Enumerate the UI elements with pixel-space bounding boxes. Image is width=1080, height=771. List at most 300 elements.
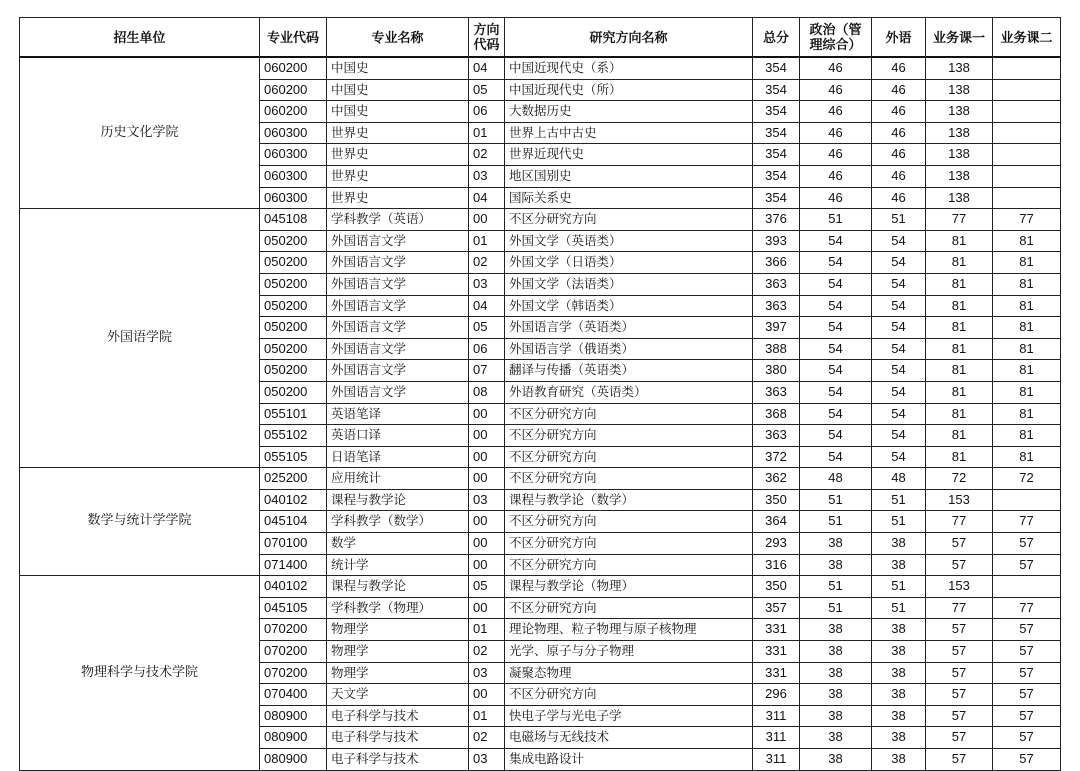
course2-score-cell: 81 bbox=[993, 252, 1061, 274]
dir-code-cell: 02 bbox=[469, 252, 505, 274]
course2-score-cell bbox=[993, 187, 1061, 209]
code-cell: 045108 bbox=[260, 209, 327, 231]
total-score-cell: 331 bbox=[753, 662, 800, 684]
major-name-cell: 统计学 bbox=[327, 554, 469, 576]
course1-score-cell: 138 bbox=[926, 187, 993, 209]
dir-code-cell: 04 bbox=[469, 187, 505, 209]
header-course1: 业务课一 bbox=[926, 18, 993, 58]
major-name-cell: 数学 bbox=[327, 533, 469, 555]
course1-score-cell: 81 bbox=[926, 295, 993, 317]
total-score-cell: 376 bbox=[753, 209, 800, 231]
politics-score-cell: 46 bbox=[800, 57, 872, 79]
course1-score-cell: 81 bbox=[926, 381, 993, 403]
politics-score-cell: 38 bbox=[800, 533, 872, 555]
foreign-language-score-cell: 54 bbox=[872, 295, 926, 317]
course2-score-cell: 57 bbox=[993, 727, 1061, 749]
foreign-language-score-cell: 48 bbox=[872, 468, 926, 490]
politics-score-cell: 54 bbox=[800, 273, 872, 295]
course1-score-cell: 57 bbox=[926, 705, 993, 727]
code-cell: 070100 bbox=[260, 533, 327, 555]
course2-score-cell bbox=[993, 165, 1061, 187]
course1-score-cell: 81 bbox=[926, 360, 993, 382]
course1-score-cell: 57 bbox=[926, 749, 993, 771]
header-code: 专业代码 bbox=[260, 18, 327, 58]
course2-score-cell: 81 bbox=[993, 230, 1061, 252]
major-name-cell: 世界史 bbox=[327, 187, 469, 209]
dir-code-cell: 00 bbox=[469, 533, 505, 555]
course1-score-cell: 153 bbox=[926, 576, 993, 598]
major-name-cell: 世界史 bbox=[327, 122, 469, 144]
course2-score-cell: 57 bbox=[993, 619, 1061, 641]
course2-score-cell: 57 bbox=[993, 684, 1061, 706]
code-cell: 055101 bbox=[260, 403, 327, 425]
major-name-cell: 学科教学（数学） bbox=[327, 511, 469, 533]
code-cell: 060200 bbox=[260, 79, 327, 101]
code-cell: 070400 bbox=[260, 684, 327, 706]
code-cell: 050200 bbox=[260, 317, 327, 339]
dir-code-cell: 00 bbox=[469, 597, 505, 619]
course2-score-cell: 57 bbox=[993, 705, 1061, 727]
dir-code-cell: 00 bbox=[469, 446, 505, 468]
table-row bbox=[20, 209, 1061, 231]
course2-score-cell: 81 bbox=[993, 446, 1061, 468]
total-score-cell: 363 bbox=[753, 273, 800, 295]
major-name-cell: 外国语言文学 bbox=[327, 295, 469, 317]
code-cell: 050200 bbox=[260, 230, 327, 252]
foreign-language-score-cell: 54 bbox=[872, 360, 926, 382]
course1-score-cell: 81 bbox=[926, 273, 993, 295]
code-cell: 080900 bbox=[260, 705, 327, 727]
code-cell: 060300 bbox=[260, 144, 327, 166]
total-score-cell: 357 bbox=[753, 597, 800, 619]
table-row bbox=[20, 57, 1061, 79]
major-name-cell: 学科教学（英语） bbox=[327, 209, 469, 231]
research-direction-cell: 光学、原子与分子物理 bbox=[505, 641, 753, 663]
major-name-cell: 中国史 bbox=[327, 101, 469, 123]
code-cell: 070200 bbox=[260, 619, 327, 641]
unit-cell: 外国语学院 bbox=[20, 209, 260, 468]
politics-score-cell: 38 bbox=[800, 749, 872, 771]
foreign-language-score-cell: 46 bbox=[872, 79, 926, 101]
major-name-cell: 学科教学（物理） bbox=[327, 597, 469, 619]
total-score-cell: 380 bbox=[753, 360, 800, 382]
course1-score-cell: 81 bbox=[926, 403, 993, 425]
foreign-language-score-cell: 46 bbox=[872, 144, 926, 166]
total-score-cell: 354 bbox=[753, 187, 800, 209]
research-direction-cell: 电磁场与无线技术 bbox=[505, 727, 753, 749]
code-cell: 050200 bbox=[260, 381, 327, 403]
research-direction-cell: 世界近现代史 bbox=[505, 144, 753, 166]
foreign-language-score-cell: 54 bbox=[872, 446, 926, 468]
research-direction-cell: 中国近现代史（所） bbox=[505, 79, 753, 101]
course2-score-cell: 57 bbox=[993, 533, 1061, 555]
major-name-cell: 天文学 bbox=[327, 684, 469, 706]
course2-score-cell bbox=[993, 101, 1061, 123]
course2-score-cell: 81 bbox=[993, 295, 1061, 317]
major-name-cell: 英语口译 bbox=[327, 425, 469, 447]
dir-code-cell: 05 bbox=[469, 576, 505, 598]
foreign-language-score-cell: 54 bbox=[872, 230, 926, 252]
code-cell: 050200 bbox=[260, 252, 327, 274]
research-direction-cell: 国际关系史 bbox=[505, 187, 753, 209]
dir-code-cell: 04 bbox=[469, 57, 505, 79]
total-score-cell: 364 bbox=[753, 511, 800, 533]
course2-score-cell: 57 bbox=[993, 749, 1061, 771]
research-direction-cell: 外国文学（英语类） bbox=[505, 230, 753, 252]
foreign-language-score-cell: 38 bbox=[872, 641, 926, 663]
code-cell: 040102 bbox=[260, 489, 327, 511]
research-direction-cell: 不区分研究方向 bbox=[505, 446, 753, 468]
course2-score-cell: 81 bbox=[993, 425, 1061, 447]
major-name-cell: 电子科学与技术 bbox=[327, 705, 469, 727]
foreign-language-score-cell: 38 bbox=[872, 533, 926, 555]
header-total: 总分 bbox=[753, 18, 800, 58]
politics-score-cell: 54 bbox=[800, 360, 872, 382]
dir-code-cell: 05 bbox=[469, 317, 505, 339]
politics-score-cell: 54 bbox=[800, 252, 872, 274]
total-score-cell: 350 bbox=[753, 576, 800, 598]
code-cell: 060300 bbox=[260, 165, 327, 187]
dir-code-cell: 03 bbox=[469, 662, 505, 684]
major-name-cell: 物理学 bbox=[327, 619, 469, 641]
major-name-cell: 外国语言文学 bbox=[327, 317, 469, 339]
research-direction-cell: 外国文学（日语类） bbox=[505, 252, 753, 274]
foreign-language-score-cell: 54 bbox=[872, 338, 926, 360]
dir-code-cell: 01 bbox=[469, 619, 505, 641]
research-direction-cell: 翻译与传播（英语类） bbox=[505, 360, 753, 382]
major-name-cell: 中国史 bbox=[327, 79, 469, 101]
code-cell: 050200 bbox=[260, 273, 327, 295]
unit-cell: 数学与统计学学院 bbox=[20, 468, 260, 576]
foreign-language-score-cell: 38 bbox=[872, 705, 926, 727]
course1-score-cell: 57 bbox=[926, 662, 993, 684]
politics-score-cell: 48 bbox=[800, 468, 872, 490]
major-name-cell: 课程与教学论 bbox=[327, 576, 469, 598]
politics-score-cell: 38 bbox=[800, 641, 872, 663]
course2-score-cell: 81 bbox=[993, 381, 1061, 403]
course1-score-cell: 57 bbox=[926, 641, 993, 663]
course1-score-cell: 138 bbox=[926, 144, 993, 166]
code-cell: 040102 bbox=[260, 576, 327, 598]
dir-code-cell: 01 bbox=[469, 230, 505, 252]
foreign-language-score-cell: 54 bbox=[872, 381, 926, 403]
major-name-cell: 外国语言文学 bbox=[327, 273, 469, 295]
research-direction-cell: 不区分研究方向 bbox=[505, 511, 753, 533]
major-name-cell: 物理学 bbox=[327, 662, 469, 684]
major-name-cell: 世界史 bbox=[327, 144, 469, 166]
code-cell: 080900 bbox=[260, 727, 327, 749]
course2-score-cell: 81 bbox=[993, 403, 1061, 425]
foreign-language-score-cell: 51 bbox=[872, 489, 926, 511]
total-score-cell: 311 bbox=[753, 749, 800, 771]
dir-code-cell: 06 bbox=[469, 338, 505, 360]
course2-score-cell: 81 bbox=[993, 360, 1061, 382]
foreign-language-score-cell: 46 bbox=[872, 187, 926, 209]
major-name-cell: 电子科学与技术 bbox=[327, 749, 469, 771]
research-direction-cell: 凝聚态物理 bbox=[505, 662, 753, 684]
research-direction-cell: 集成电路设计 bbox=[505, 749, 753, 771]
foreign-language-score-cell: 51 bbox=[872, 209, 926, 231]
code-cell: 070200 bbox=[260, 662, 327, 684]
course1-score-cell: 57 bbox=[926, 684, 993, 706]
course1-score-cell: 138 bbox=[926, 79, 993, 101]
dir-code-cell: 03 bbox=[469, 489, 505, 511]
politics-score-cell: 54 bbox=[800, 425, 872, 447]
course2-score-cell: 77 bbox=[993, 209, 1061, 231]
course2-score-cell bbox=[993, 79, 1061, 101]
total-score-cell: 354 bbox=[753, 122, 800, 144]
politics-score-cell: 54 bbox=[800, 230, 872, 252]
course1-score-cell: 81 bbox=[926, 252, 993, 274]
course1-score-cell: 138 bbox=[926, 57, 993, 79]
foreign-language-score-cell: 46 bbox=[872, 165, 926, 187]
politics-score-cell: 54 bbox=[800, 446, 872, 468]
course1-score-cell: 77 bbox=[926, 511, 993, 533]
politics-score-cell: 51 bbox=[800, 209, 872, 231]
code-cell: 060300 bbox=[260, 187, 327, 209]
total-score-cell: 366 bbox=[753, 252, 800, 274]
total-score-cell: 388 bbox=[753, 338, 800, 360]
dir-code-cell: 02 bbox=[469, 727, 505, 749]
foreign-language-score-cell: 54 bbox=[872, 252, 926, 274]
politics-score-cell: 51 bbox=[800, 489, 872, 511]
table-row bbox=[20, 576, 1061, 598]
research-direction-cell: 中国近现代史（系） bbox=[505, 57, 753, 79]
total-score-cell: 363 bbox=[753, 381, 800, 403]
total-score-cell: 393 bbox=[753, 230, 800, 252]
major-name-cell: 课程与教学论 bbox=[327, 489, 469, 511]
dir-code-cell: 00 bbox=[469, 554, 505, 576]
course2-score-cell: 81 bbox=[993, 273, 1061, 295]
foreign-language-score-cell: 38 bbox=[872, 662, 926, 684]
total-score-cell: 350 bbox=[753, 489, 800, 511]
foreign-language-score-cell: 51 bbox=[872, 576, 926, 598]
foreign-language-score-cell: 38 bbox=[872, 684, 926, 706]
research-direction-cell: 不区分研究方向 bbox=[505, 403, 753, 425]
dir-code-cell: 03 bbox=[469, 273, 505, 295]
course2-score-cell bbox=[993, 57, 1061, 79]
dir-code-cell: 01 bbox=[469, 705, 505, 727]
dir-code-cell: 07 bbox=[469, 360, 505, 382]
foreign-language-score-cell: 46 bbox=[872, 57, 926, 79]
course2-score-cell: 72 bbox=[993, 468, 1061, 490]
politics-score-cell: 46 bbox=[800, 122, 872, 144]
total-score-cell: 296 bbox=[753, 684, 800, 706]
code-cell: 060200 bbox=[260, 101, 327, 123]
code-cell: 025200 bbox=[260, 468, 327, 490]
dir-code-cell: 04 bbox=[469, 295, 505, 317]
major-name-cell: 电子科学与技术 bbox=[327, 727, 469, 749]
foreign-language-score-cell: 54 bbox=[872, 403, 926, 425]
research-direction-cell: 外国语言学（俄语类） bbox=[505, 338, 753, 360]
course1-score-cell: 57 bbox=[926, 619, 993, 641]
course2-score-cell: 81 bbox=[993, 338, 1061, 360]
total-score-cell: 293 bbox=[753, 533, 800, 555]
code-cell: 055105 bbox=[260, 446, 327, 468]
research-direction-cell: 课程与教学论（数学） bbox=[505, 489, 753, 511]
dir-code-cell: 01 bbox=[469, 122, 505, 144]
research-direction-cell: 大数据历史 bbox=[505, 101, 753, 123]
research-direction-cell: 不区分研究方向 bbox=[505, 468, 753, 490]
code-cell: 055102 bbox=[260, 425, 327, 447]
code-cell: 045104 bbox=[260, 511, 327, 533]
major-name-cell: 物理学 bbox=[327, 641, 469, 663]
politics-score-cell: 46 bbox=[800, 144, 872, 166]
course1-score-cell: 81 bbox=[926, 230, 993, 252]
research-direction-cell: 不区分研究方向 bbox=[505, 533, 753, 555]
header-foreign: 外语 bbox=[872, 18, 926, 58]
dir-code-cell: 05 bbox=[469, 79, 505, 101]
research-direction-cell: 不区分研究方向 bbox=[505, 597, 753, 619]
course2-score-cell: 57 bbox=[993, 641, 1061, 663]
total-score-cell: 311 bbox=[753, 705, 800, 727]
dir-code-cell: 08 bbox=[469, 381, 505, 403]
major-name-cell: 外国语言文学 bbox=[327, 381, 469, 403]
course1-score-cell: 77 bbox=[926, 597, 993, 619]
course2-score-cell: 77 bbox=[993, 597, 1061, 619]
code-cell: 071400 bbox=[260, 554, 327, 576]
politics-score-cell: 54 bbox=[800, 295, 872, 317]
course2-score-cell: 81 bbox=[993, 317, 1061, 339]
politics-score-cell: 46 bbox=[800, 187, 872, 209]
dir-code-cell: 00 bbox=[469, 684, 505, 706]
research-direction-cell: 快电子学与光电子学 bbox=[505, 705, 753, 727]
total-score-cell: 311 bbox=[753, 727, 800, 749]
politics-score-cell: 51 bbox=[800, 576, 872, 598]
research-direction-cell: 不区分研究方向 bbox=[505, 684, 753, 706]
politics-score-cell: 38 bbox=[800, 727, 872, 749]
total-score-cell: 397 bbox=[753, 317, 800, 339]
politics-score-cell: 51 bbox=[800, 597, 872, 619]
dir-code-cell: 02 bbox=[469, 641, 505, 663]
table-body bbox=[20, 57, 1061, 770]
politics-score-cell: 54 bbox=[800, 403, 872, 425]
total-score-cell: 331 bbox=[753, 641, 800, 663]
politics-score-cell: 38 bbox=[800, 662, 872, 684]
code-cell: 050200 bbox=[260, 338, 327, 360]
code-cell: 060300 bbox=[260, 122, 327, 144]
score-table bbox=[19, 17, 1061, 771]
dir-code-cell: 03 bbox=[469, 165, 505, 187]
research-direction-cell: 外国语言学（英语类） bbox=[505, 317, 753, 339]
politics-score-cell: 46 bbox=[800, 165, 872, 187]
total-score-cell: 363 bbox=[753, 425, 800, 447]
foreign-language-score-cell: 54 bbox=[872, 317, 926, 339]
total-score-cell: 372 bbox=[753, 446, 800, 468]
foreign-language-score-cell: 46 bbox=[872, 122, 926, 144]
header-dir-code: 方向代码 bbox=[469, 18, 505, 58]
dir-code-cell: 02 bbox=[469, 144, 505, 166]
total-score-cell: 362 bbox=[753, 468, 800, 490]
total-score-cell: 354 bbox=[753, 79, 800, 101]
politics-score-cell: 46 bbox=[800, 101, 872, 123]
dir-code-cell: 00 bbox=[469, 468, 505, 490]
course2-score-cell bbox=[993, 576, 1061, 598]
major-name-cell: 世界史 bbox=[327, 165, 469, 187]
politics-score-cell: 38 bbox=[800, 554, 872, 576]
course1-score-cell: 57 bbox=[926, 727, 993, 749]
course1-score-cell: 138 bbox=[926, 101, 993, 123]
major-name-cell: 英语笔译 bbox=[327, 403, 469, 425]
course1-score-cell: 138 bbox=[926, 165, 993, 187]
politics-score-cell: 54 bbox=[800, 381, 872, 403]
dir-code-cell: 00 bbox=[469, 403, 505, 425]
politics-score-cell: 51 bbox=[800, 511, 872, 533]
total-score-cell: 354 bbox=[753, 57, 800, 79]
foreign-language-score-cell: 54 bbox=[872, 425, 926, 447]
header-row bbox=[20, 18, 1061, 58]
major-name-cell: 外国语言文学 bbox=[327, 252, 469, 274]
major-name-cell: 日语笔译 bbox=[327, 446, 469, 468]
header-name: 专业名称 bbox=[327, 18, 469, 58]
foreign-language-score-cell: 51 bbox=[872, 511, 926, 533]
major-name-cell: 外国语言文学 bbox=[327, 230, 469, 252]
major-name-cell: 外国语言文学 bbox=[327, 360, 469, 382]
course2-score-cell: 77 bbox=[993, 511, 1061, 533]
course2-score-cell: 57 bbox=[993, 554, 1061, 576]
course1-score-cell: 81 bbox=[926, 338, 993, 360]
research-direction-cell: 不区分研究方向 bbox=[505, 209, 753, 231]
foreign-language-score-cell: 54 bbox=[872, 273, 926, 295]
dir-code-cell: 06 bbox=[469, 101, 505, 123]
research-direction-cell: 外国文学（韩语类） bbox=[505, 295, 753, 317]
table-row bbox=[20, 468, 1061, 490]
politics-score-cell: 54 bbox=[800, 338, 872, 360]
code-cell: 060200 bbox=[260, 57, 327, 79]
course1-score-cell: 81 bbox=[926, 446, 993, 468]
dir-code-cell: 00 bbox=[469, 209, 505, 231]
header-course2: 业务课二 bbox=[993, 18, 1061, 58]
code-cell: 045105 bbox=[260, 597, 327, 619]
total-score-cell: 354 bbox=[753, 165, 800, 187]
research-direction-cell: 理论物理、粒子物理与原子核物理 bbox=[505, 619, 753, 641]
total-score-cell: 331 bbox=[753, 619, 800, 641]
course2-score-cell bbox=[993, 122, 1061, 144]
total-score-cell: 354 bbox=[753, 101, 800, 123]
major-name-cell: 应用统计 bbox=[327, 468, 469, 490]
dir-code-cell: 00 bbox=[469, 511, 505, 533]
total-score-cell: 368 bbox=[753, 403, 800, 425]
total-score-cell: 354 bbox=[753, 144, 800, 166]
course1-score-cell: 77 bbox=[926, 209, 993, 231]
course1-score-cell: 81 bbox=[926, 425, 993, 447]
politics-score-cell: 46 bbox=[800, 79, 872, 101]
dir-code-cell: 00 bbox=[469, 425, 505, 447]
header-dir-name: 研究方向名称 bbox=[505, 18, 753, 58]
politics-score-cell: 54 bbox=[800, 317, 872, 339]
course1-score-cell: 57 bbox=[926, 533, 993, 555]
foreign-language-score-cell: 51 bbox=[872, 597, 926, 619]
code-cell: 070200 bbox=[260, 641, 327, 663]
unit-cell: 历史文化学院 bbox=[20, 57, 260, 209]
major-name-cell: 中国史 bbox=[327, 57, 469, 79]
course1-score-cell: 81 bbox=[926, 317, 993, 339]
code-cell: 050200 bbox=[260, 295, 327, 317]
politics-score-cell: 38 bbox=[800, 705, 872, 727]
research-direction-cell: 课程与教学论（物理） bbox=[505, 576, 753, 598]
unit-cell: 物理科学与技术学院 bbox=[20, 576, 260, 770]
politics-score-cell: 38 bbox=[800, 684, 872, 706]
header-unit: 招生单位 bbox=[20, 18, 260, 58]
code-cell: 050200 bbox=[260, 360, 327, 382]
research-direction-cell: 外语教育研究（英语类） bbox=[505, 381, 753, 403]
foreign-language-score-cell: 38 bbox=[872, 554, 926, 576]
research-direction-cell: 不区分研究方向 bbox=[505, 554, 753, 576]
research-direction-cell: 地区国别史 bbox=[505, 165, 753, 187]
foreign-language-score-cell: 38 bbox=[872, 749, 926, 771]
total-score-cell: 316 bbox=[753, 554, 800, 576]
course1-score-cell: 57 bbox=[926, 554, 993, 576]
